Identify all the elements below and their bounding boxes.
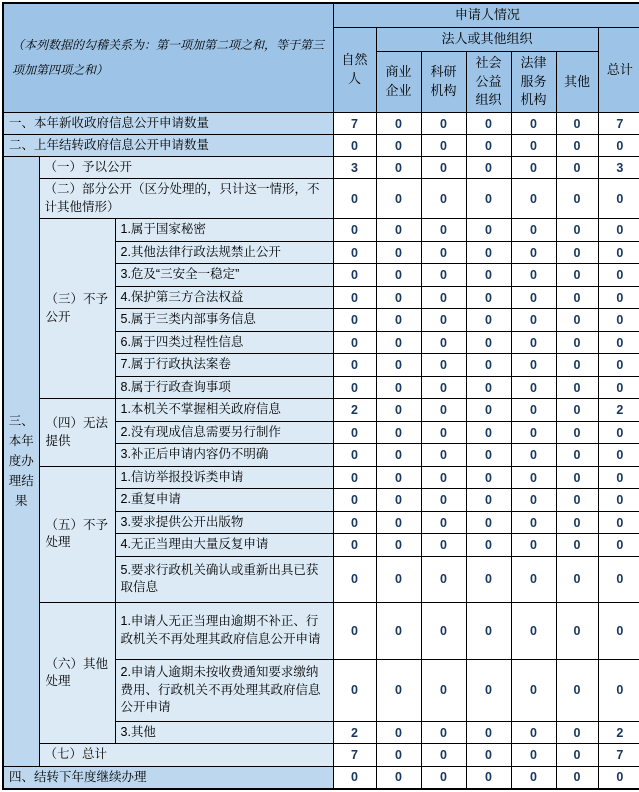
value-cell: 0	[333, 534, 376, 557]
value-cell: 0	[598, 264, 639, 287]
value-cell: 0	[333, 309, 376, 332]
value-cell: 0	[598, 766, 639, 788]
value-cell: 0	[511, 309, 556, 332]
value-cell: 0	[598, 534, 639, 557]
row-new-applications-this-year: 一、本年新收政府信息公开申请数量	[3, 113, 333, 135]
value-cell: 0	[598, 309, 639, 332]
value-cell: 0	[556, 219, 598, 242]
value-cell: 0	[466, 264, 511, 287]
row-granted-disclosure: （一）予以公开	[39, 156, 333, 179]
value-cell: 0	[376, 444, 421, 467]
value-cell: 0	[598, 511, 639, 534]
row-process-info: 6.属于四类过程性信息	[115, 331, 333, 354]
value-cell: 0	[511, 466, 556, 489]
value-cell: 0	[598, 135, 639, 157]
row-mass-repeated-without-reason: 4.无正当理由大量反复申请	[115, 534, 333, 557]
value-cell: 0	[376, 466, 421, 489]
value-cell: 0	[376, 309, 421, 332]
value-cell: 0	[511, 156, 556, 179]
value-cell: 0	[556, 241, 598, 264]
value-cell: 0	[376, 241, 421, 264]
value-cell: 0	[556, 264, 598, 287]
value-cell: 0	[598, 444, 639, 467]
value-cell: 0	[421, 534, 466, 557]
value-cell: 0	[556, 179, 598, 219]
row-still-unclear-after-amendment: 3.补正后申请内容仍不明确	[115, 444, 333, 467]
value-cell: 0	[376, 489, 421, 512]
value-cell: 0	[556, 376, 598, 399]
value-cell: 0	[466, 534, 511, 557]
disclosure-table-body	[3, 3, 639, 789]
value-cell: 0	[333, 354, 376, 377]
value-cell: 0	[466, 766, 511, 788]
value-cell: 0	[466, 744, 511, 767]
value-cell: 0	[598, 286, 639, 309]
value-cell: 0	[421, 179, 466, 219]
row-group-not-processed: （五）不予处理	[39, 466, 115, 602]
value-cell: 0	[376, 354, 421, 377]
value-cell: 0	[333, 466, 376, 489]
value-cell: 0	[466, 219, 511, 242]
value-cell: 0	[421, 309, 466, 332]
value-cell: 0	[376, 156, 421, 179]
value-cell: 0	[376, 766, 421, 788]
value-cell: 0	[556, 511, 598, 534]
row-administrative-inquiry: 8.属于行政查询事项	[115, 376, 333, 399]
value-cell: 0	[598, 376, 639, 399]
value-cell: 0	[466, 444, 511, 467]
row-prohibited-by-law: 2.其他法律行政法规禁止公开	[115, 241, 333, 264]
value-cell: 7	[598, 744, 639, 767]
value-cell: 0	[598, 354, 639, 377]
value-cell: 0	[556, 556, 598, 602]
value-cell: 0	[376, 135, 421, 157]
value-cell: 0	[466, 354, 511, 377]
disclosure-table	[2, 2, 639, 790]
value-cell: 0	[598, 602, 639, 659]
header-total: 总计	[598, 27, 639, 112]
value-cell: 0	[421, 659, 466, 721]
value-cell: 0	[556, 602, 598, 659]
value-cell: 0	[376, 659, 421, 721]
header-legal-or-other-org: 法人或其他组织	[376, 27, 598, 51]
value-cell: 0	[466, 331, 511, 354]
row-internal-affairs-info: 5.属于三类内部事务信息	[115, 309, 333, 332]
value-cell: 0	[421, 444, 466, 467]
value-cell: 2	[333, 721, 376, 744]
value-cell: 0	[511, 399, 556, 422]
value-cell: 0	[376, 264, 421, 287]
value-cell: 0	[598, 421, 639, 444]
row-carried-over-from-last-year: 二、上年结转政府信息公开申请数量	[3, 135, 333, 157]
value-cell: 0	[598, 556, 639, 602]
value-cell: 0	[421, 113, 466, 135]
value-cell: 0	[466, 156, 511, 179]
value-cell: 0	[421, 264, 466, 287]
value-cell: 0	[511, 444, 556, 467]
header-social-welfare-org: 社会公益组织	[466, 51, 511, 113]
header-legal-service-org: 法律服务机构	[511, 51, 556, 113]
value-cell: 0	[466, 179, 511, 219]
header-commercial-enterprise: 商业企业	[376, 51, 421, 113]
value-cell: 0	[511, 659, 556, 721]
value-cell: 0	[333, 511, 376, 534]
header-applicant-status: 申请人情况	[333, 3, 639, 27]
header-research-institution: 科研机构	[421, 51, 466, 113]
value-cell: 0	[511, 556, 556, 602]
header-other-org: 其他	[556, 51, 598, 113]
value-cell: 2	[598, 399, 639, 422]
value-cell: 0	[598, 331, 639, 354]
value-cell: 0	[556, 466, 598, 489]
value-cell: 0	[376, 602, 421, 659]
value-cell: 0	[466, 399, 511, 422]
value-cell: 0	[333, 602, 376, 659]
value-cell: 0	[466, 309, 511, 332]
value-cell: 0	[598, 179, 639, 219]
value-cell: 0	[421, 721, 466, 744]
value-cell: 0	[376, 556, 421, 602]
row-protect-third-party: 4.保护第三方合法权益	[115, 286, 333, 309]
value-cell: 0	[421, 376, 466, 399]
value-cell: 0	[376, 511, 421, 534]
row-enforcement-files: 7.属于行政执法案卷	[115, 354, 333, 377]
value-cell: 0	[511, 264, 556, 287]
value-cell: 2	[598, 721, 639, 744]
row-info-needs-creation: 2.没有现成信息需要另行制作	[115, 421, 333, 444]
value-cell: 0	[421, 556, 466, 602]
value-cell: 7	[598, 113, 639, 135]
value-cell: 0	[511, 331, 556, 354]
value-cell: 0	[598, 466, 639, 489]
value-cell: 0	[511, 219, 556, 242]
value-cell: 0	[598, 489, 639, 512]
value-cell: 0	[466, 511, 511, 534]
value-cell: 0	[333, 556, 376, 602]
row-group-denied-disclosure: （三）不予公开	[39, 219, 115, 399]
value-cell: 0	[421, 219, 466, 242]
value-cell: 0	[421, 421, 466, 444]
value-cell: 0	[421, 511, 466, 534]
value-cell: 0	[556, 286, 598, 309]
value-cell: 3	[598, 156, 639, 179]
value-cell: 0	[376, 744, 421, 767]
value-cell: 0	[598, 219, 639, 242]
value-cell: 0	[466, 466, 511, 489]
value-cell: 0	[556, 113, 598, 135]
value-cell: 0	[333, 219, 376, 242]
value-cell: 0	[556, 489, 598, 512]
row-group-other-handling: （六）其他处理	[39, 602, 115, 744]
value-cell: 2	[333, 399, 376, 422]
value-cell: 0	[421, 331, 466, 354]
value-cell: 0	[511, 286, 556, 309]
value-cell: 0	[421, 354, 466, 377]
value-cell: 0	[376, 179, 421, 219]
value-cell: 0	[556, 766, 598, 788]
value-cell: 0	[376, 421, 421, 444]
value-cell: 0	[421, 286, 466, 309]
value-cell: 0	[511, 241, 556, 264]
value-cell: 0	[421, 135, 466, 157]
row-repeated-application: 2.重复申请	[115, 489, 333, 512]
value-cell: 0	[598, 659, 639, 721]
value-cell: 0	[376, 534, 421, 557]
value-cell: 0	[466, 602, 511, 659]
value-cell: 0	[556, 534, 598, 557]
value-cell: 0	[466, 556, 511, 602]
value-cell: 0	[511, 489, 556, 512]
value-cell: 0	[376, 721, 421, 744]
value-cell: 0	[511, 421, 556, 444]
value-cell: 0	[466, 421, 511, 444]
value-cell: 0	[376, 286, 421, 309]
value-cell: 0	[333, 489, 376, 512]
value-cell: 0	[511, 721, 556, 744]
row-group-unable-to-provide: （四）无法提供	[39, 399, 115, 467]
value-cell: 0	[466, 241, 511, 264]
row-state-secret: 1.属于国家秘密	[115, 219, 333, 242]
header-natural-person: 自然人	[333, 27, 376, 112]
value-cell: 0	[421, 766, 466, 788]
value-cell: 0	[466, 659, 511, 721]
value-cell: 0	[556, 421, 598, 444]
value-cell: 0	[333, 659, 376, 721]
value-cell: 0	[333, 135, 376, 157]
value-cell: 0	[333, 766, 376, 788]
value-cell: 0	[511, 534, 556, 557]
row-info-not-held: 1.本机关不掌握相关政府信息	[115, 399, 333, 422]
value-cell: 0	[376, 113, 421, 135]
row-request-reconfirm-obtained-info: 5.要求行政机关确认或重新出具已获取信息	[115, 556, 333, 602]
value-cell: 0	[376, 331, 421, 354]
value-cell: 0	[598, 241, 639, 264]
value-cell: 0	[376, 376, 421, 399]
row-group-this-year-results: 三、本年度办理结果	[3, 156, 39, 766]
value-cell: 0	[511, 179, 556, 219]
value-cell: 0	[556, 399, 598, 422]
value-cell: 0	[421, 156, 466, 179]
formula-note: （本列数据的勾稽关系为：第一项加第二项之和，等于第三项加第四项之和）	[3, 3, 333, 113]
value-cell: 0	[511, 744, 556, 767]
value-cell: 0	[333, 331, 376, 354]
value-cell: 0	[556, 721, 598, 744]
value-cell: 0	[376, 399, 421, 422]
value-cell: 0	[333, 286, 376, 309]
value-cell: 0	[466, 721, 511, 744]
value-cell: 0	[556, 444, 598, 467]
value-cell: 0	[556, 354, 598, 377]
value-cell: 0	[511, 135, 556, 157]
value-cell: 0	[376, 219, 421, 242]
value-cell: 7	[333, 744, 376, 767]
value-cell: 0	[511, 354, 556, 377]
value-cell: 0	[511, 602, 556, 659]
value-cell: 0	[421, 489, 466, 512]
value-cell: 0	[333, 376, 376, 399]
value-cell: 0	[511, 376, 556, 399]
value-cell: 0	[421, 602, 466, 659]
value-cell: 0	[333, 241, 376, 264]
row-carry-to-next-year: 四、结转下年度继续办理	[3, 766, 333, 788]
value-cell: 0	[511, 511, 556, 534]
value-cell: 0	[556, 156, 598, 179]
row-request-publications: 3.要求提供公开出版物	[115, 511, 333, 534]
value-cell: 3	[333, 156, 376, 179]
value-cell: 0	[421, 466, 466, 489]
row-overdue-no-amendment: 1.申请人无正当理由逾期不补正、行政机关不再处理其政府信息公开申请	[115, 602, 333, 659]
value-cell: 0	[556, 744, 598, 767]
row-endanger-safety-stability: 3.危及“三安全一稳定”	[115, 264, 333, 287]
row-overdue-unpaid-fees: 2.申请人逾期未按收费通知要求缴纳费用、行政机关不再处理其政府信息公开申请	[115, 659, 333, 721]
row-petition-complaint: 1.信访举报投诉类申请	[115, 466, 333, 489]
value-cell: 0	[556, 309, 598, 332]
value-cell: 0	[466, 113, 511, 135]
row-other: 3.其他	[115, 721, 333, 744]
value-cell: 0	[466, 489, 511, 512]
value-cell: 0	[511, 113, 556, 135]
row-subtotal: （七）总计	[39, 744, 333, 767]
value-cell: 7	[333, 113, 376, 135]
value-cell: 0	[333, 444, 376, 467]
value-cell: 0	[556, 659, 598, 721]
value-cell: 0	[333, 421, 376, 444]
value-cell: 0	[333, 264, 376, 287]
row-partial-disclosure: （二）部分公开（区分处理的，只计这一情形，不计其他情形）	[39, 179, 333, 219]
value-cell: 0	[511, 766, 556, 788]
value-cell: 0	[421, 399, 466, 422]
value-cell: 0	[421, 744, 466, 767]
value-cell: 0	[556, 135, 598, 157]
value-cell: 0	[466, 286, 511, 309]
value-cell: 0	[466, 135, 511, 157]
value-cell: 0	[333, 179, 376, 219]
value-cell: 0	[466, 376, 511, 399]
value-cell: 0	[556, 331, 598, 354]
value-cell: 0	[421, 241, 466, 264]
